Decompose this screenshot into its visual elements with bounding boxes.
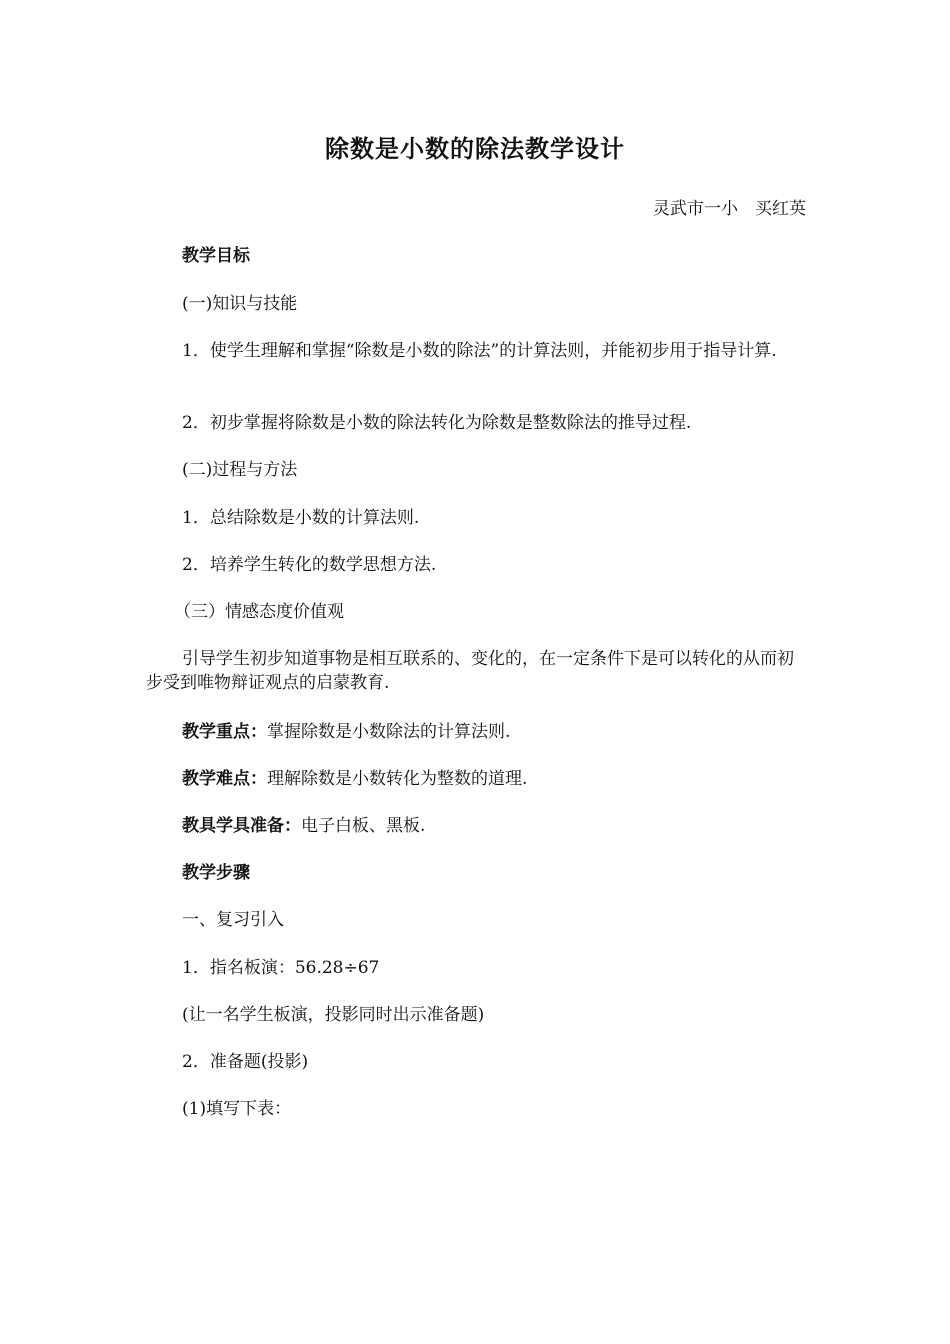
steps-item-1-note: (让一名学生板演，投影同时出示准备题) xyxy=(182,1005,485,1025)
focus-paragraph xyxy=(146,720,808,744)
process-item-1: 1．总结除数是小数的计算法则. xyxy=(182,508,420,528)
knowledge-heading: (一)知识与技能 xyxy=(182,294,298,314)
tools-label: 教具学具准备： xyxy=(182,816,301,836)
objectives-heading: 教学目标 xyxy=(182,246,250,266)
steps-heading: 教学步骤 xyxy=(182,863,250,883)
tools-text: 电子白板、黑板. xyxy=(301,816,426,836)
knowledge-item-1: 1．使学生理解和掌握“除数是小数的除法”的计算法则，并能初步用于指导计算. xyxy=(182,341,777,361)
steps-item-2-sub: (1)填写下表： xyxy=(182,1099,292,1119)
process-item-2: 2．培养学生转化的数学思想方法. xyxy=(182,555,437,575)
steps-section-1: 一、复习引入 xyxy=(182,910,284,930)
emotion-heading: （三）情感态度价值观 xyxy=(174,602,344,622)
steps-item-1: 1．指名板演：56.28÷67 xyxy=(182,958,380,978)
focus-text: 掌握除数是小数除法的计算法则. xyxy=(267,722,511,742)
document-title: 除数是小数的除法教学设计 xyxy=(325,135,625,163)
difficulty-label: 教学难点： xyxy=(182,769,267,789)
author-line: 灵武市一小 买红英 xyxy=(653,199,806,219)
tools-paragraph xyxy=(146,814,808,838)
knowledge-item-2: 2．初步掌握将除数是小数的除法转化为除数是整数除法的推导过程. xyxy=(182,413,692,433)
emotion-text: 引导学生初步知道事物是相互联系的、变化的，在一定条件下是可以转化的从而初步受到唯物辩证观点的启蒙教育. xyxy=(146,649,794,693)
focus-label: 教学重点： xyxy=(182,722,267,742)
steps-item-2: 2．准备题(投影) xyxy=(182,1052,309,1072)
difficulty-paragraph xyxy=(146,767,808,791)
process-heading: (二)过程与方法 xyxy=(182,460,298,480)
difficulty-text: 理解除数是小数转化为整数的道理. xyxy=(267,769,528,789)
